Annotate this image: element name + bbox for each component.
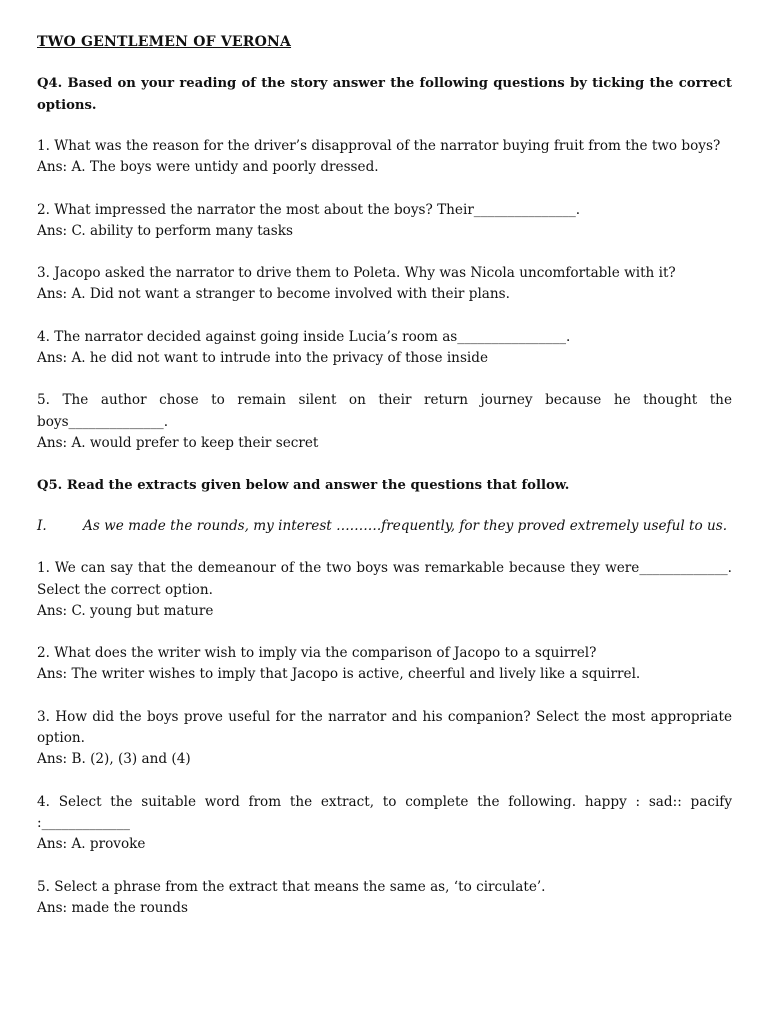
question-text: 4. The narrator decided against going inside Lucia’s room as________________. xyxy=(37,328,571,345)
answer-text: Ans: A. would prefer to keep their secret xyxy=(37,434,319,451)
answer-text: Ans: A. provoke xyxy=(37,836,146,853)
q5-item-3 xyxy=(37,707,732,771)
answer-text: Ans: C. young but mature xyxy=(37,602,214,619)
q4-heading: Q4. Based on your reading of the story answer the following questions by ticking the correct options. xyxy=(37,76,732,113)
q4-item-5 xyxy=(37,390,732,454)
q5-item-2 xyxy=(37,643,732,686)
answer-text: Ans: The writer wishes to imply that Jacopo is active, cheerful and lively like a squirrel. xyxy=(37,666,641,683)
question-text: 4. Select the suitable word from the extract, to complete the following. happy : sad:: pacify :_____________ xyxy=(37,793,732,831)
question-text: 5. The author chose to remain silent on their return journey because he thought the boys______________. xyxy=(37,392,732,430)
answer-text: Ans: made the rounds xyxy=(37,899,188,916)
answer-text: Ans: A. The boys were untidy and poorly dressed. xyxy=(37,159,379,176)
extract-numeral: I. xyxy=(37,517,47,534)
document-page xyxy=(37,34,732,940)
q5-item-4 xyxy=(37,792,732,856)
question-text: 2. What impressed the narrator the most about the boys? Their_______________. xyxy=(37,201,581,218)
question-text: 1. What was the reason for the driver’s disapproval of the narrator buying fruit from the two boys? xyxy=(37,138,721,154)
question-text: 5. Select a phrase from the extract that means the same as, ‘to circulate’. xyxy=(37,878,546,895)
question-text: 2. What does the writer wish to imply via the comparison of Jacopo to a squirrel? xyxy=(37,645,597,662)
extract-block xyxy=(37,516,732,538)
answer-text: Ans: C. ability to perform many tasks xyxy=(37,222,293,239)
q4-item-1 xyxy=(37,136,732,179)
answer-text: Ans: B. (2), (3) and (4) xyxy=(37,751,191,768)
question-text: 3. Jacopo asked the narrator to drive them to Poleta. Why was Nicola uncomfortable with it? xyxy=(37,265,676,282)
answer-text: Ans: A. Did not want a stranger to become involved with their plans. xyxy=(37,286,510,303)
q4-item-2 xyxy=(37,200,732,243)
q5-item-5 xyxy=(37,877,732,920)
question-text: 3. How did the boys prove useful for the narrator and his companion? Select the most appropriate option. xyxy=(37,708,732,747)
question-text: 1. We can say that the demeanour of the two boys was remarkable because they were_____________. Select the correct option. xyxy=(37,560,732,598)
q4-item-4 xyxy=(37,327,732,370)
extract-text: As we made the rounds, my interest ……….frequently, for they proved extremely useful to us. xyxy=(83,517,728,534)
q5-item-1 xyxy=(37,558,732,622)
document-title: TWO GENTLEMEN OF VERONA xyxy=(37,34,292,50)
q5-heading: Q5. Read the extracts given below and answer the questions that follow. xyxy=(37,478,570,494)
q4-item-3 xyxy=(37,263,732,306)
answer-text: Ans: A. he did not want to intrude into the privacy of those inside xyxy=(37,350,489,367)
